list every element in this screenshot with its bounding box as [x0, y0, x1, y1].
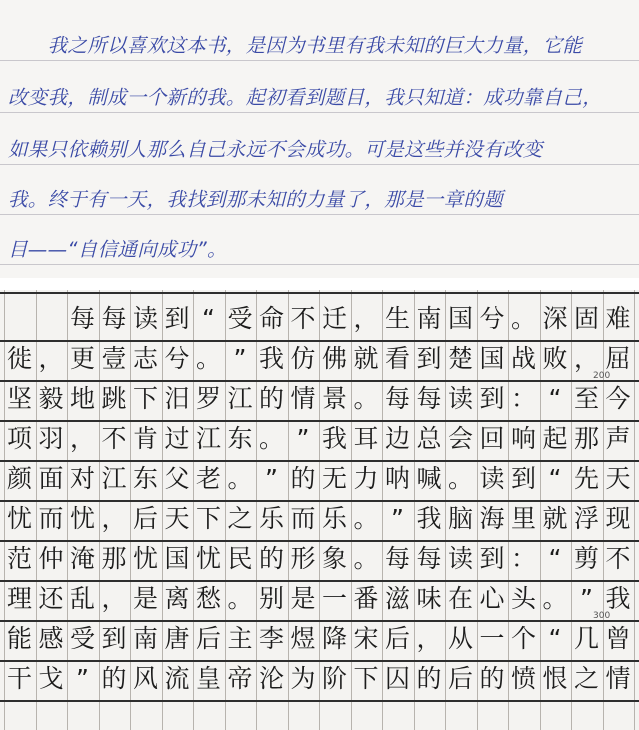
- grid-character: 对: [69, 464, 95, 493]
- grid-character: 读: [447, 384, 473, 413]
- grid-character: 的: [290, 464, 316, 493]
- grid-character: 是: [290, 584, 316, 613]
- grid-row-line: [0, 580, 639, 582]
- grid-character: 范: [6, 544, 32, 573]
- grid-character: 的: [479, 664, 505, 693]
- grid-character: 天: [605, 464, 631, 493]
- grid-character: 戈: [38, 664, 64, 693]
- grid-row-line: [0, 540, 639, 542]
- grid-character: ，: [416, 624, 442, 653]
- grid-character: 的: [101, 664, 127, 693]
- grid-character: 。: [227, 584, 253, 613]
- grid-character: 兮: [479, 304, 505, 333]
- grid-character: ”: [296, 424, 310, 453]
- grid-character: 我: [416, 504, 442, 533]
- grid-character: 降: [321, 624, 347, 653]
- grid-character: 江: [227, 384, 253, 413]
- grid-row-line: [0, 660, 639, 662]
- grid-character: 形: [290, 544, 316, 573]
- grid-character: 今: [605, 384, 631, 413]
- grid-character: 恨: [542, 664, 568, 693]
- grid-character: 至: [573, 384, 599, 413]
- grid-character: 读: [447, 544, 473, 573]
- grid-character: 下: [132, 384, 158, 413]
- grid-character: 每: [384, 384, 410, 413]
- grid-character: 我: [605, 584, 631, 613]
- grid-character: 不: [101, 424, 127, 453]
- grid-character: 沦: [258, 664, 284, 693]
- grid-character: 读: [132, 304, 158, 333]
- grid-character: 南: [132, 624, 158, 653]
- grid-character: 的: [416, 664, 442, 693]
- grid-character: 迁: [321, 304, 347, 333]
- grid-character: 滋: [384, 584, 410, 613]
- grid-character: 固: [573, 304, 599, 333]
- grid-character: 宋: [353, 624, 379, 653]
- grid-row-line: [0, 500, 639, 502]
- grid-character: 之: [227, 504, 253, 533]
- grid-character: 海: [479, 504, 505, 533]
- grid-character: 老: [195, 464, 221, 493]
- grid-character: 佛: [321, 344, 347, 373]
- grid-character: 别: [258, 584, 284, 613]
- grid-character: 能: [6, 624, 32, 653]
- grid-character: 忧: [6, 504, 32, 533]
- handwritten-line: 目——“自信通向成功”。: [8, 238, 227, 261]
- grid-character: 。: [353, 544, 379, 573]
- grid-character: 李: [258, 624, 284, 653]
- grid-character: 。: [542, 584, 568, 613]
- grid-character: ，: [101, 504, 127, 533]
- section-gap: [0, 278, 639, 290]
- grid-character: 而: [290, 504, 316, 533]
- grid-character: 。: [258, 424, 284, 453]
- grid-character: 生: [384, 304, 410, 333]
- grid-character: 父: [164, 464, 190, 493]
- grid-character: 后: [195, 624, 221, 653]
- grid-row-line: [0, 340, 639, 342]
- grid-character: 味: [416, 584, 442, 613]
- grid-character: 后: [447, 664, 473, 693]
- grid-character: 羽: [38, 424, 64, 453]
- grid-character: 国: [447, 304, 473, 333]
- grid-row-line: [0, 380, 639, 382]
- grid-character: 情: [290, 384, 316, 413]
- grid-character: 面: [38, 464, 64, 493]
- grid-character: 每: [416, 384, 442, 413]
- grid-character: 心: [479, 584, 505, 613]
- grid-character: 颜: [6, 464, 32, 493]
- grid-character: 徙: [6, 344, 32, 373]
- grid-character: 。: [195, 344, 221, 373]
- grid-character: 。: [353, 504, 379, 533]
- grid-character: 汨: [164, 384, 190, 413]
- grid-character: 志: [132, 344, 158, 373]
- grid-character: 跳: [101, 384, 127, 413]
- grid-character: ”: [76, 664, 89, 693]
- grid-character: 声: [605, 424, 631, 453]
- grid-character: 江: [101, 464, 127, 493]
- grid-character: 每: [101, 304, 127, 333]
- grid-character: 里: [510, 504, 536, 533]
- grid-character: 仲: [38, 544, 64, 573]
- grid-character: ，: [69, 424, 95, 453]
- grid-character: 理: [6, 584, 32, 613]
- grid-character: ”: [265, 464, 278, 493]
- grid-character: 总: [416, 424, 442, 453]
- grid-character: 景: [321, 384, 347, 413]
- grid-character: 每: [384, 544, 410, 573]
- grid-character: “: [202, 304, 215, 333]
- grid-row-line: [0, 420, 639, 422]
- grid-character: “: [548, 384, 562, 413]
- grid-character: 忧: [195, 544, 221, 573]
- grid-character: 地: [69, 384, 95, 413]
- grid-character: 败: [542, 344, 568, 373]
- grid-character: 楚: [447, 344, 473, 373]
- grid-column-line: [634, 290, 635, 730]
- grid-character: 难: [605, 304, 631, 333]
- grid-character: ，: [38, 344, 64, 373]
- handwritten-line: 如果只依赖别人那么自己永远不会成功。可是这些并没有改变: [8, 138, 543, 161]
- grid-row-line: [0, 292, 639, 294]
- grid-character: 乐: [321, 504, 347, 533]
- grid-character: 干: [6, 664, 32, 693]
- grid-character: ”: [233, 344, 247, 373]
- grid-character: 深: [542, 304, 568, 333]
- grid-character: 乐: [258, 504, 284, 533]
- grid-character: 就: [542, 504, 568, 533]
- grid-character: 到: [101, 624, 127, 653]
- ruled-line: [0, 214, 639, 215]
- ruled-line: [0, 112, 639, 113]
- grid-character: 囚: [384, 664, 410, 693]
- handwritten-line: 我。终于有一天，我找到那未知的力量了，那是一章的题: [8, 188, 504, 211]
- grid-character: 乱: [69, 584, 95, 613]
- grid-character: 的: [258, 384, 284, 413]
- grid-character: ，: [573, 344, 599, 373]
- grid-character: 还: [38, 584, 64, 613]
- grid-character: 力: [353, 464, 379, 493]
- grid-character: 耳: [353, 424, 379, 453]
- grid-character: 坚: [6, 384, 32, 413]
- grid-character: 浮: [573, 504, 599, 533]
- grid-character: 一: [321, 584, 347, 613]
- handwritten-line: 我之所以喜欢这本书，是因为书里有我未知的巨大力量，它能: [8, 34, 583, 57]
- grid-character: 。: [447, 464, 473, 493]
- grid-character: [4, 304, 35, 334]
- grid-character: 先: [573, 464, 599, 493]
- grid-character: 那: [101, 544, 127, 573]
- grid-character: 毅: [38, 384, 64, 413]
- grid-character: 唐: [164, 624, 190, 653]
- grid-character: 而: [38, 504, 64, 533]
- grid-character: “: [548, 624, 562, 653]
- grid-character: 天: [164, 504, 190, 533]
- grid-character: 脑: [447, 504, 473, 533]
- grid-character: 番: [353, 584, 379, 613]
- grid-row-line: [0, 700, 639, 702]
- word-count-marker: 200: [593, 371, 611, 381]
- grid-character: 从: [447, 624, 473, 653]
- grid-character: 是: [132, 584, 158, 613]
- grid-character: 呐: [384, 464, 410, 493]
- grid-character: 民: [227, 544, 253, 573]
- grid-character: 。: [227, 464, 253, 493]
- grid-character: 阶: [321, 664, 347, 693]
- grid-character: 几: [573, 624, 599, 653]
- grid-character: 过: [164, 424, 190, 453]
- grid-character: 我: [321, 424, 347, 453]
- grid-character: 主: [227, 624, 253, 653]
- grid-character: 仿: [290, 344, 316, 373]
- grid-character: 后: [132, 504, 158, 533]
- grid-character: 煜: [290, 624, 316, 653]
- grid-character: 皇: [195, 664, 221, 693]
- grid-character: ：: [510, 384, 536, 413]
- grid-character: 到: [479, 384, 505, 413]
- grid-character: 后: [384, 624, 410, 653]
- grid-character: 南: [416, 304, 442, 333]
- grid-character: 象: [321, 544, 347, 573]
- grid-character: 边: [384, 424, 410, 453]
- grid-character: ，: [353, 304, 379, 333]
- grid-character: 肯: [132, 424, 158, 453]
- grid-character: 不: [290, 304, 316, 333]
- grid-character: 到: [479, 544, 505, 573]
- grid-character: 离: [164, 584, 190, 613]
- grid-character: 在: [447, 584, 473, 613]
- grid-character: 喊: [416, 464, 442, 493]
- grid-character: 回: [479, 424, 505, 453]
- grid-character: 到: [416, 344, 442, 373]
- grid-character: 每: [416, 544, 442, 573]
- grid-character: 更: [69, 344, 95, 373]
- grid-character: 到: [164, 304, 190, 333]
- grid-character: 忧: [132, 544, 158, 573]
- ruled-line: [0, 60, 639, 61]
- grid-character: “: [548, 544, 562, 573]
- grid-character: 战: [510, 344, 536, 373]
- handwritten-line: 改变我，制成一个新的我。起初看到题目，我只知道：成功靠自己，: [8, 86, 603, 109]
- grid-character: 曾: [605, 624, 631, 653]
- grid-paper-section: [0, 290, 639, 730]
- grid-character: 之: [573, 664, 599, 693]
- grid-character: 流: [164, 664, 190, 693]
- grid-character: 项: [6, 424, 32, 453]
- ruled-line: [0, 264, 639, 265]
- grid-character: ：: [510, 544, 536, 573]
- grid-character: 头: [510, 584, 536, 613]
- grid-character: 兮: [164, 344, 190, 373]
- word-count-marker: 300: [593, 611, 611, 621]
- grid-character: 东: [227, 424, 253, 453]
- grid-character: 剪: [573, 544, 599, 573]
- grid-character: 的: [258, 544, 284, 573]
- grid-character: 。: [353, 384, 379, 413]
- grid-character: 淹: [69, 544, 95, 573]
- grid-character: 为: [290, 664, 316, 693]
- grid-character: 不: [605, 544, 631, 573]
- grid-character: 看: [384, 344, 410, 373]
- grid-character: 到: [510, 464, 536, 493]
- grid-row-line: [0, 460, 639, 462]
- grid-character: 愁: [195, 584, 221, 613]
- grid-character: 读: [479, 464, 505, 493]
- grid-character: [36, 304, 67, 334]
- lined-paper-section: [0, 0, 639, 278]
- grid-character: 忧: [69, 504, 95, 533]
- grid-character: 一: [479, 624, 505, 653]
- ruled-line: [0, 164, 639, 165]
- grid-character: 下: [195, 504, 221, 533]
- grid-character: 个: [510, 624, 536, 653]
- grid-character: 罗: [195, 384, 221, 413]
- grid-character: ”: [391, 504, 404, 533]
- grid-character: 响: [510, 424, 536, 453]
- grid-character: 起: [542, 424, 568, 453]
- grid-character: 壹: [101, 344, 127, 373]
- grid-character: “: [548, 464, 562, 493]
- grid-character: 我: [258, 344, 284, 373]
- grid-character: 感: [38, 624, 64, 653]
- grid-row-line: [0, 620, 639, 622]
- grid-character: 风: [132, 664, 158, 693]
- grid-character: 帝: [227, 664, 253, 693]
- grid-character: 国: [479, 344, 505, 373]
- grid-character: 无: [321, 464, 347, 493]
- grid-character: 。: [510, 304, 536, 333]
- grid-character: 现: [605, 504, 631, 533]
- grid-character: 受: [69, 624, 95, 653]
- grid-character: 命: [258, 304, 284, 333]
- grid-character: 愤: [510, 664, 536, 693]
- grid-character: 就: [353, 344, 379, 373]
- grid-character: 那: [573, 424, 599, 453]
- grid-character: 会: [447, 424, 473, 453]
- grid-character: 屈: [605, 344, 631, 373]
- grid-character: 江: [195, 424, 221, 453]
- grid-character: 每: [69, 304, 95, 333]
- grid-character: 受: [227, 304, 253, 333]
- grid-character: 下: [353, 664, 379, 693]
- grid-character: 情: [605, 664, 631, 693]
- grid-character: 东: [132, 464, 158, 493]
- grid-character: 国: [164, 544, 190, 573]
- grid-character: ，: [101, 584, 127, 613]
- grid-character: ”: [580, 584, 593, 613]
